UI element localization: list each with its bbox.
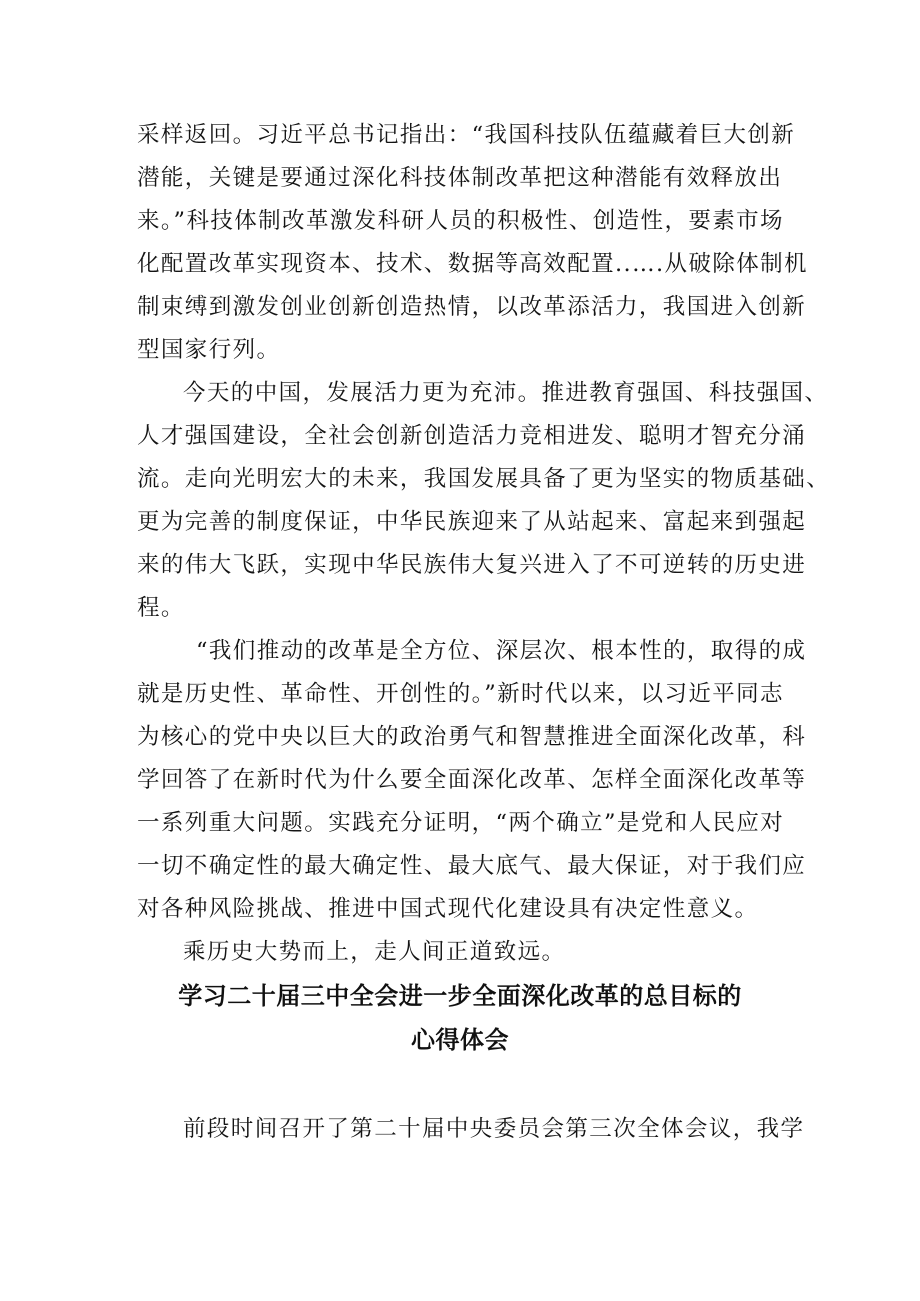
text-line: 型国家行列。 [137,337,281,363]
text-line: 学回答了在新时代为什么要全面深化改革、怎样全面深化改革等 [137,767,807,793]
text-line: 流。走向光明宏大的未来，我国发展具备了更为坚实的物质基础、 [137,466,831,492]
text-line: 乘历史大势而上，走人间正道致远。 [183,939,566,965]
text-line: 化配置改革实现资本、技术、数据等高效配置..….从破除体制机 [137,251,808,277]
text-line: 一系列重大问题。实践充分证明，“两个确立”是党和人民应对 [137,810,785,836]
text-line: 潜能，关键是要通过深化科技体制改革把这种潜能有效释放出 [137,165,783,191]
text-line: 更为完善的制度保证，中华民族迎来了从站起来、富起来到强起 [137,509,807,535]
text-line: 制束缚到激发创业创新创造热情，以改革添活力，我国进入创新 [137,294,807,320]
text-line: 为核心的党中央以巨大的政治勇气和智慧推进全面深化改革，科 [137,724,807,750]
text-line: 来。”科技体制改革激发科研人员的积极性、创造性，要素市场 [137,208,784,234]
heading-line-2: 心得体会 [411,1026,509,1054]
text-line: 前段时间召开了第二十届中央委员会第三次全体会议，我学 [183,1116,805,1142]
text-line: “我们推动的改革是全方位、深层次、根本性的，取得的成 [196,638,807,664]
text-line: 人才强国建设，全社会创新创造活力竞相进发、聪明才智充分涌 [137,423,807,449]
text-line: 采样返回。习近平总书记指出：“我国科技队伍蕴藏着巨大创新 [137,122,796,148]
text-line: 来的伟大飞跃，实现中华民族伟大复兴进入了不可逆转的历史进 [137,552,807,578]
text-line: 对各种风险挑战、推进中国式现代化建设具有决定性意义。 [137,896,759,922]
heading-line-1: 学习二十届三中全会进一步全面深化改革的总目标的 [178,982,742,1010]
text-line: 程。 [137,595,185,621]
text-line: 一切不确定性的最大确定性、最大底气、最大保证，对于我们应 [137,853,807,879]
text-line: 今天的中国，发展活力更为充沛。推进教育强国、科技强国、 [183,380,829,406]
text-line: 就是历史性、革命性、开创性的。”新时代以来，以习近平同志 [137,681,784,707]
